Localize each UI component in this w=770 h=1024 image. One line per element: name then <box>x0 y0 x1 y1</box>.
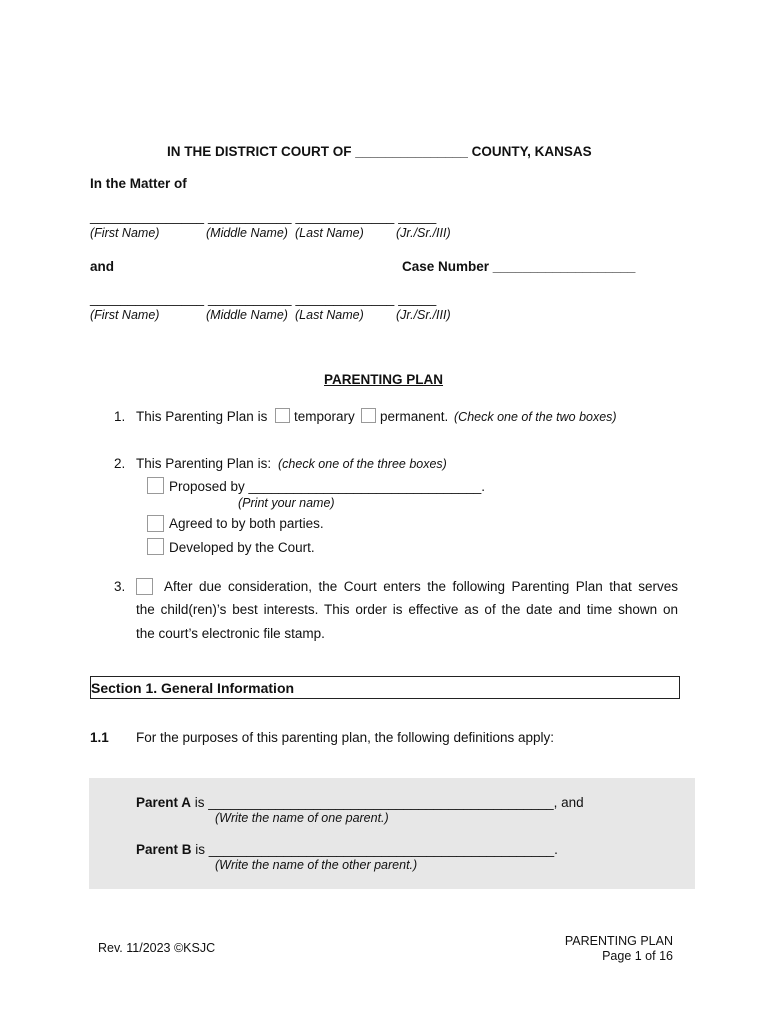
item2-hint: (check one of the three boxes) <box>278 457 447 471</box>
case-number-field: Case Number ___________________ <box>402 259 636 274</box>
print-name-hint: (Print your name) <box>238 496 335 510</box>
temporary-checkbox[interactable] <box>275 408 290 423</box>
party2-middle-name-label: (Middle Name) <box>206 308 288 322</box>
permanent-label: permanent. <box>380 409 449 424</box>
party2-name-blanks: _______________ ___________ _____________ _____ <box>90 291 437 306</box>
agreed-checkbox[interactable] <box>147 515 164 532</box>
section1-title: Section 1. General Information <box>91 680 295 696</box>
item2-text: This Parenting Plan is: <box>136 456 272 471</box>
parent-b-hint: (Write the name of the other parent.) <box>215 858 418 872</box>
parent-a-line: Parent A is ______________________________________________, and <box>136 795 584 810</box>
agreed-label: Agreed to by both parties. <box>169 516 324 531</box>
party2-suffix-label: (Jr./Sr./III) <box>396 308 451 322</box>
document-title: PARENTING PLAN <box>324 372 444 387</box>
court-order-checkbox[interactable] <box>136 578 153 595</box>
party1-middle-name-label: (Middle Name) <box>206 226 288 240</box>
temporary-label: temporary <box>294 409 355 424</box>
party2-first-name-label: (First Name) <box>90 308 160 322</box>
item1-hint: (Check one of the two boxes) <box>454 410 617 424</box>
item2-number: 2. <box>114 456 126 471</box>
footer-doc-title: PARENTING PLAN <box>564 934 673 948</box>
party1-first-name-label: (First Name) <box>90 226 160 240</box>
developed-label: Developed by the Court. <box>169 540 315 555</box>
proposed-by-checkbox[interactable] <box>147 477 164 494</box>
court-heading: IN THE DISTRICT COURT OF _______________ COUNTY, KANSAS <box>167 144 592 159</box>
item1-text: This Parenting Plan is <box>136 409 268 424</box>
matter-of-label: In the Matter of <box>90 176 187 191</box>
party1-suffix-label: (Jr./Sr./III) <box>396 226 451 240</box>
proposed-by-field: Proposed by _______________________________. <box>169 479 486 494</box>
permanent-checkbox[interactable] <box>361 408 376 423</box>
item1-1-number: 1.1 <box>90 730 109 745</box>
and-label: and <box>90 259 115 274</box>
party1-last-name-label: (Last Name) <box>295 226 364 240</box>
item1-number: 1. <box>114 409 126 424</box>
parent-b-line: Parent B is ______________________________________________. <box>136 842 558 857</box>
party2-last-name-label: (Last Name) <box>295 308 364 322</box>
parent-a-hint: (Write the name of one parent.) <box>215 811 389 825</box>
item3-line1: After due consideration, the Court enters the following Parenting Plan that serves <box>164 579 678 594</box>
item1-1-text: For the purposes of this parenting plan, the following definitions apply: <box>136 730 555 745</box>
item3-line2: the child(ren)’s best interests. This order is effective as of the date and time shown on <box>136 602 678 617</box>
item3-line3: the court’s electronic file stamp. <box>136 626 325 641</box>
page-number: Page 1 of 16 <box>602 949 673 963</box>
item3-number: 3. <box>114 579 126 594</box>
developed-checkbox[interactable] <box>147 538 164 555</box>
revision-label: Rev. 11/2023 ©KSJC <box>98 941 216 955</box>
party1-name-blanks: _______________ ___________ _____________ _____ <box>90 209 437 224</box>
